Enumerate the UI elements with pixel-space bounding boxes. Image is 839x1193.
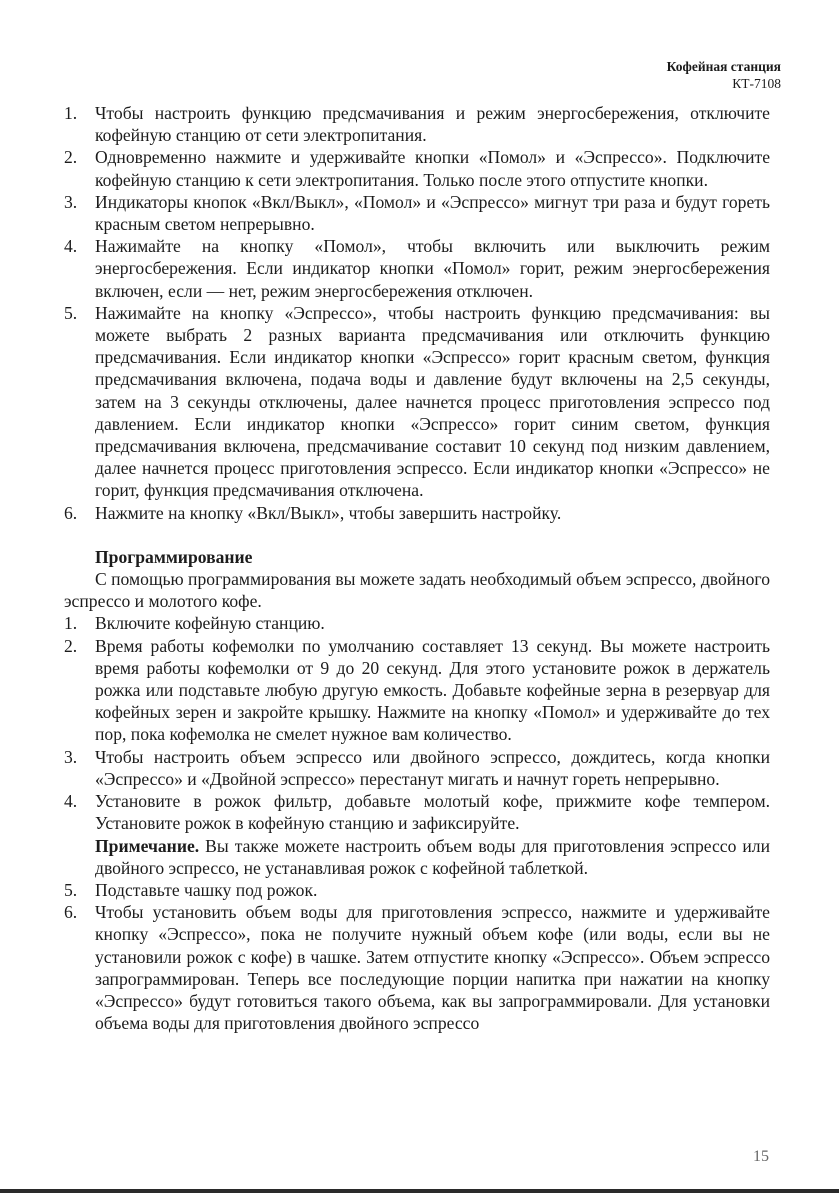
settings-steps-list xyxy=(64,102,770,524)
note-label: Примечание. xyxy=(95,835,200,856)
list-item-text: Нажмите на кнопку «Вкл/Выкл», чтобы завершить настройку. xyxy=(95,502,562,523)
list-item-number: 4. xyxy=(64,236,78,257)
list-item-text: Нажимайте на кнопку «Эспрессо», чтобы настроить функцию предсмачивания: вы можете выбрать 2 разных варианта предсмачивания или отключить функцию предсмачивания. Если индикатор кнопки «Эспрессо» горит красным светом, функция предсмачивания включена, подача воды и давление будут включены на 2,5 секунды, затем на 3 секунды отключены, далее начнется процесс приготовления эспрессо под давлением. Если индикатор кнопки «Эспрессо» горит синим светом, функция предсмачивания включена, предсмачивание составит 10 секунд под низким давлением, далее начнется процесс приготовления эспрессо. Если индикатор кнопки «Эспрессо» не горит, функция предсмачивания отключена. xyxy=(95,302,770,501)
list-item xyxy=(64,901,770,1034)
list-item-text: Чтобы установить объем воды для приготовления эспрессо, нажмите и удерживайте кнопку «Эспрессо», пока не получите нужный объем кофе (или воды, если вы не установили рожок с кофе) в чашке. Затем отпустите кнопку «Эспрессо». Объем эспрессо запрограммирован. Теперь все последующие порции напитка при нажатии на кнопку «Эспрессо» будут готовиться такого объема, как вы запрограммировали. Для установки объема воды для приготовления двойного эспрессо xyxy=(95,902,770,1034)
list-item-number: 4. xyxy=(64,791,78,812)
list-item xyxy=(64,612,770,634)
list-item xyxy=(64,790,770,834)
list-item xyxy=(64,191,770,235)
list-item xyxy=(64,746,770,790)
section-intro: С помощью программирования вы можете задать необходимый объем эспрессо, двойного эспрессо и молотого кофе. xyxy=(64,569,770,612)
list-item-number: 3. xyxy=(64,746,78,767)
page-header xyxy=(667,58,781,92)
list-item-text: Время работы кофемолки по умолчанию составляет 13 секунд. Вы можете настроить время работы кофемолки от 9 до 20 секунд. Для этого установите рожок в держатель рожка или подставьте любую другую емкость. Добавьте кофейные зерна в резервуар для кофейных зерен и закройте крышку. Нажмите на кнопку «Помол» и удерживайте до тех пор, пока кофемолка не смелет нужное вам количество. xyxy=(95,635,770,745)
list-item xyxy=(64,635,770,746)
list-item-text: Одновременно нажмите и удерживайте кнопки «Помол» и «Эспрессо». Подключите кофейную станцию к сети электропитания. Только после этого отпустите кнопки. xyxy=(95,147,770,190)
note-paragraph xyxy=(64,835,770,879)
list-item xyxy=(64,146,770,190)
note-text: Вы также можете настроить объем воды для приготовления эспрессо или двойного эспрессо, не устанавливая рожок с кофейной таблеткой. xyxy=(95,835,770,878)
list-item-text: Включите кофейную станцию. xyxy=(95,613,325,634)
list-item-number: 2. xyxy=(64,635,78,656)
list-item-text: Индикаторы кнопок «Вкл/Выкл», «Помол» и «Эспрессо» мигнут три раза и будут гореть красным светом непрерывно. xyxy=(95,191,770,235)
list-item-number: 1. xyxy=(64,613,78,634)
header-product-name: Кофейная станция xyxy=(666,59,781,74)
list-item-number: 3. xyxy=(64,191,78,212)
page-content xyxy=(64,102,770,1034)
list-item-text: Нажимайте на кнопку «Помол», чтобы включить или выключить режим энергосбережения. Если индикатор кнопки «Помол» горит, режим энергосбережения включен, если — нет, режим энергосбережения отключен. xyxy=(95,236,770,301)
list-item-number: 1. xyxy=(64,103,78,123)
list-item xyxy=(64,102,770,146)
list-item xyxy=(64,502,770,524)
list-item-number: 2. xyxy=(64,147,78,168)
list-item xyxy=(64,302,770,502)
list-item-number: 6. xyxy=(64,902,78,923)
programming-steps-list xyxy=(64,612,770,834)
list-item xyxy=(64,879,770,901)
list-item-text: Установите в рожок фильтр, добавьте молотый кофе, прижмите кофе темпером. Установите рожок в кофейную станцию и зафиксируйте. xyxy=(95,791,770,834)
bottom-border xyxy=(0,1189,839,1193)
list-item xyxy=(64,235,770,302)
list-item-text: Подставьте чашку под рожок. xyxy=(95,879,318,900)
page-number: 15 xyxy=(753,1148,769,1165)
list-item-number: 6. xyxy=(64,502,78,523)
list-item-text: Чтобы настроить функцию предсмачивания и режим энергосбережения, отключите кофейную станцию от сети электропитания. xyxy=(95,103,770,146)
list-item-text: Чтобы настроить объем эспрессо или двойного эспрессо, дождитесь, когда кнопки «Эспрессо» и «Двойной эспрессо» перестанут мигать и начнут гореть непрерывно. xyxy=(95,746,770,789)
programming-steps-list-continued xyxy=(64,879,770,1034)
section-heading: Программирование xyxy=(95,546,253,567)
header-model-number: КТ-7108 xyxy=(732,76,781,91)
list-item-number: 5. xyxy=(64,302,78,323)
list-item-number: 5. xyxy=(64,879,78,900)
